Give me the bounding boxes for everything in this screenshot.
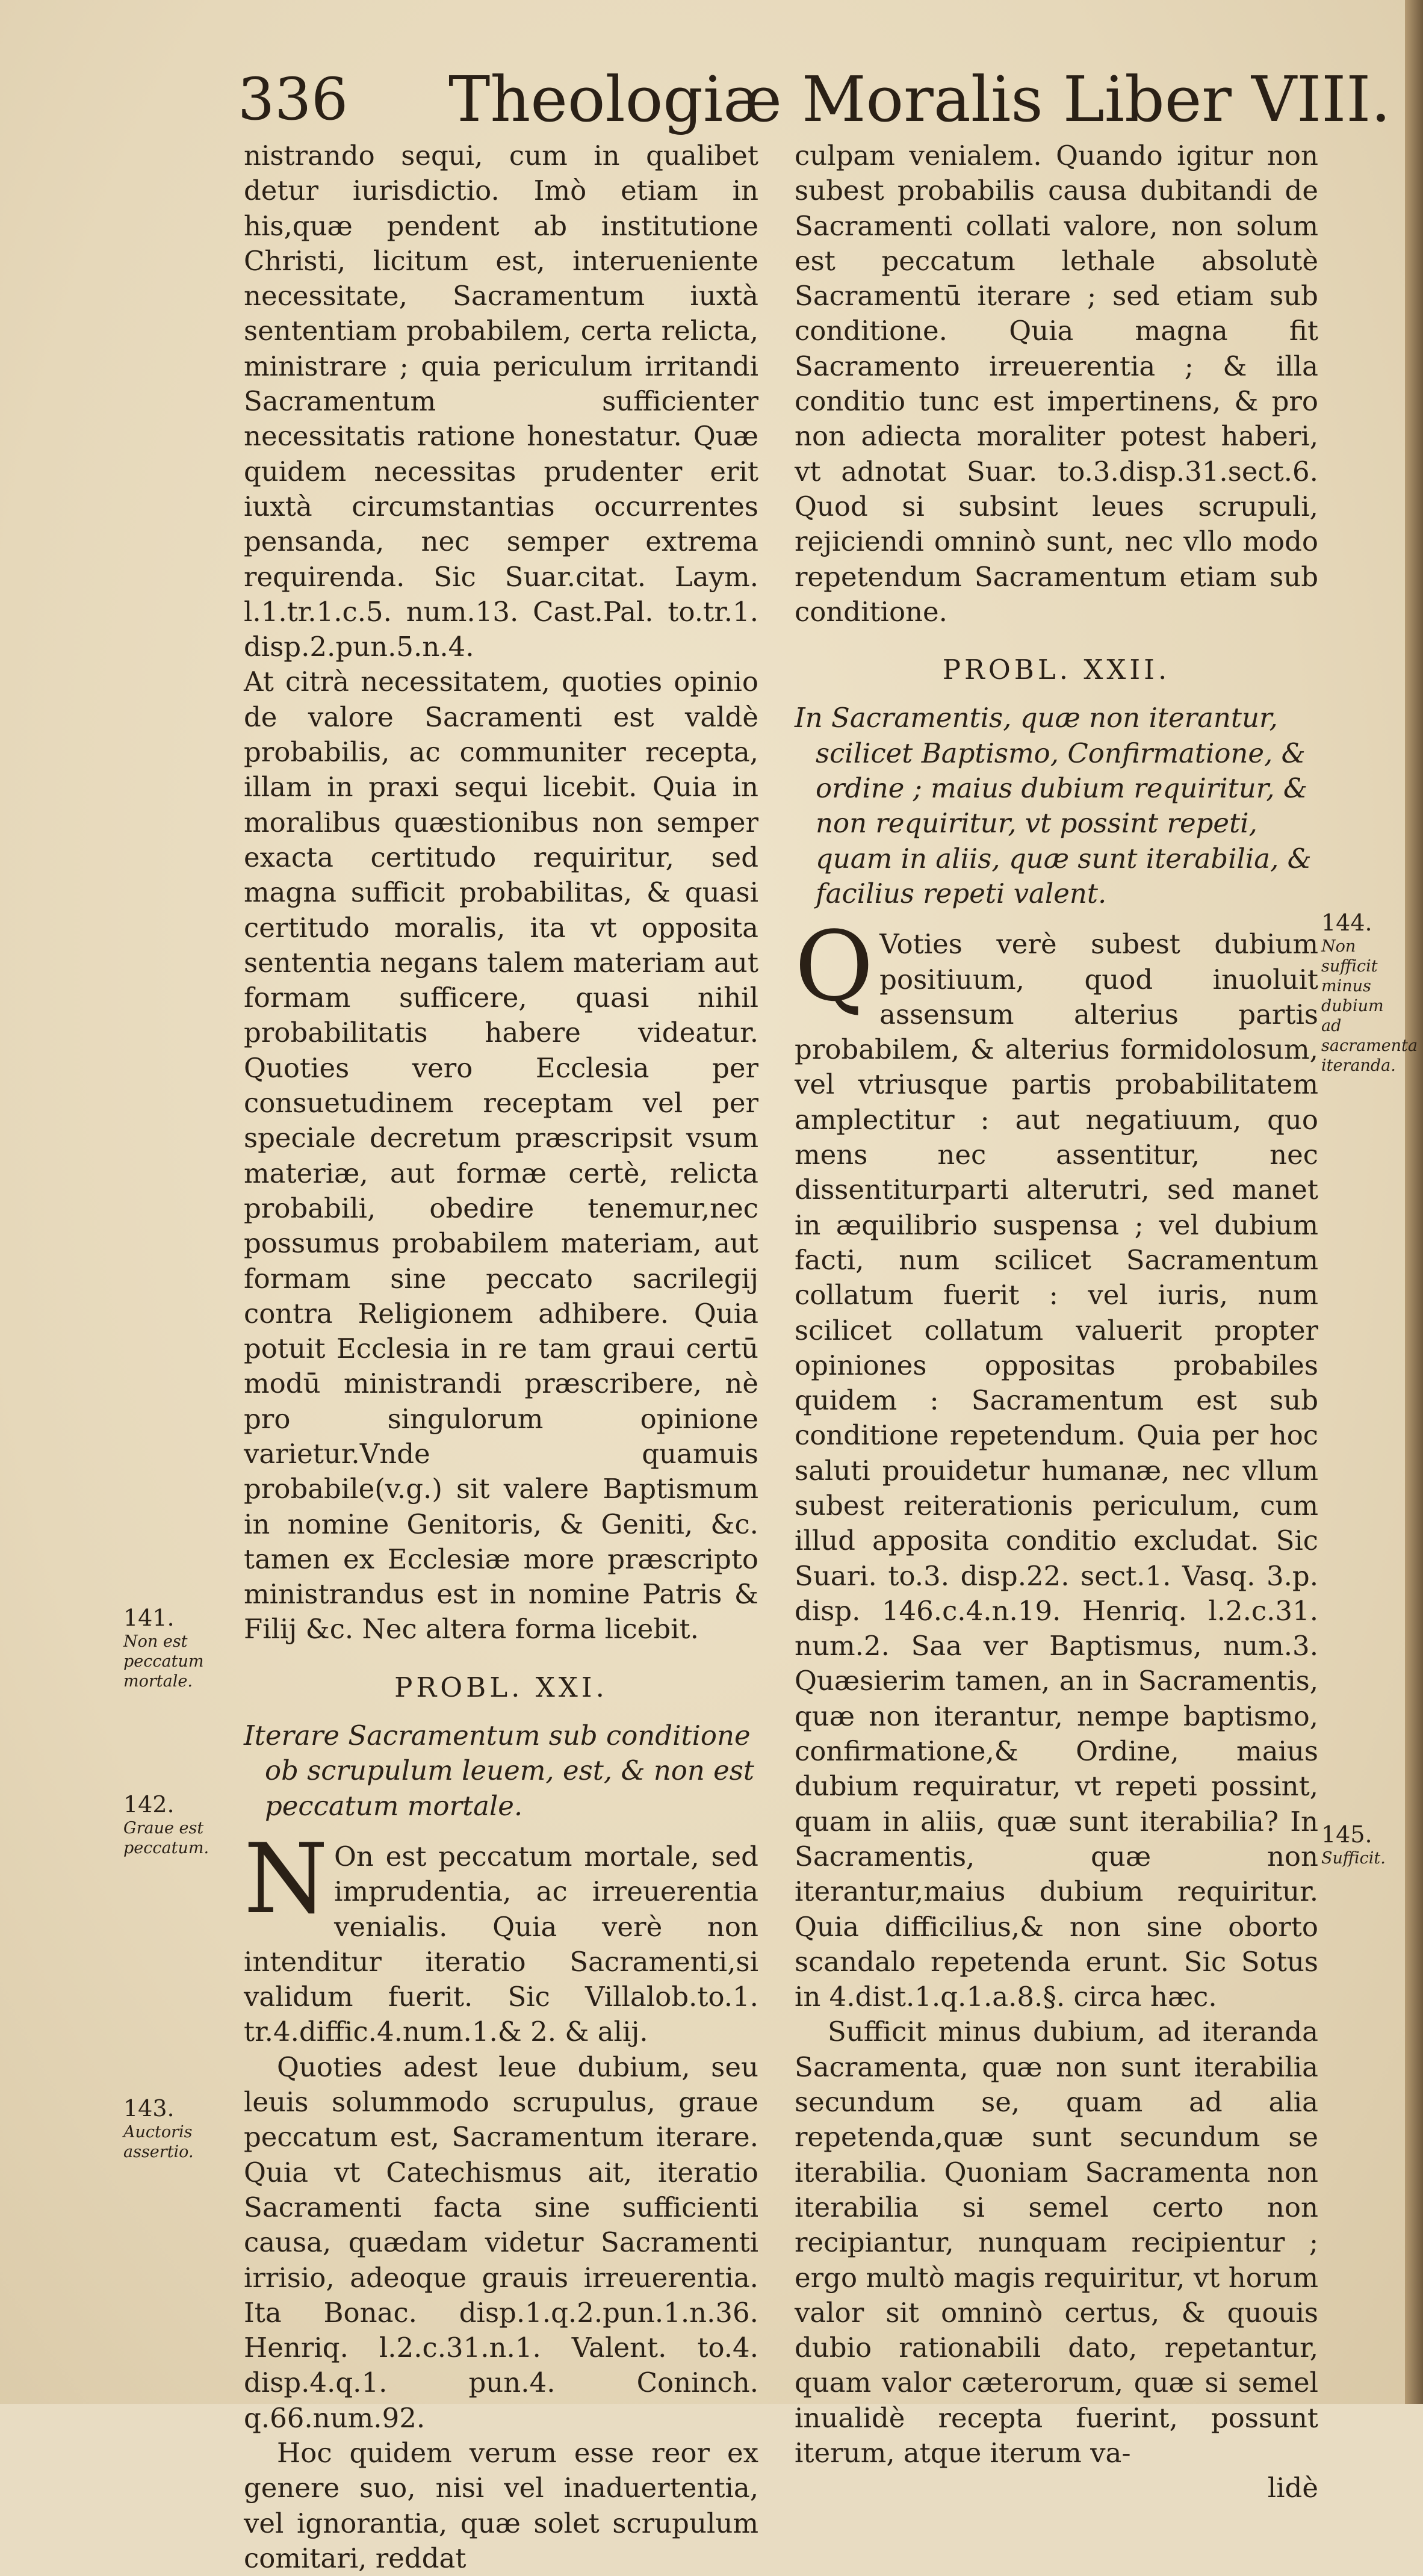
paragraph: At citrà necessitatem, quoties opinio de valore Sacramenti est valdè probabilis, ac communiter recepta, illam in praxi sequi licebit. Quia in moralibus quæstionibus non semper exacta certitudo requiritur, sed magna sufficit probabilitas, & quasi certitudo moralis, ita vt opposita sententia negans talem materiam aut formam sufficere, quasi nihil probabilitatis habere videatur. Quoties vero Ecclesia per consuetudinem receptam vel per speciale decretum præscripsit vsum materiæ, aut formæ certè, relicta probabili, obedire tenemur,nec possumus probabilem materiam, aut formam sine peccato sacrilegij contra Religionem adhibere. Quia potuit Ecclesia in re tam graui certū modū ministrandi præscribere, nè pro singulorum opinione varietur.Vnde quamuis probabile(v.g.) sit valere Baptismum in nomine Genitoris, & Geniti, &c. tamen ex Ecclesiæ more præscripto ministrandus est in nomine Patris & Filij &c. Nec altera forma licebit. — [244, 666, 758, 1646]
section-title: In Sacramentis, quæ non iterantur, scilicet Baptismo, Confirmatione, & ordine ; maius dubium requiritur, & non requiritur, vt possint repeti, quam in aliis, quæ sunt iterabilia, & facilius repeti valent. — [795, 702, 1312, 909]
section-title: Iterare Sacramentum sub conditione ob scrupulum leuem, est, & non est peccatum mortale. — [244, 1720, 754, 1822]
margin-note-number: 142. — [123, 1791, 175, 1818]
paragraph: nistrando sequi, cum in qualibet detur iurisdictio. Imò etiam in his,quæ pendent ab institutione Christi, licitum est, interueniente necessitate, Sacramentum iuxtà sententiam probabilem, certa relicta, ministrare ; quia periculum irritandi Sacramentum sufficienter necessitatis ratione honestatur. Quæ quidem necessitas prudenter erit iuxtà circumstantias occurrentes pensanda, nec semper extrema requirenda. Sic Suar.citat. Laym. l.1.tr.1.c.5. num.13. Cast.Pal. to.tr.1. disp.2.pun.5.n.4. — [244, 140, 758, 663]
page-edge — [1405, 0, 1423, 2404]
section-heading: PROBL. XXII. — [942, 654, 1171, 686]
margin-note-text: Non est peccatum mortale. — [123, 1632, 204, 1691]
margin-note-number: 141. — [123, 1605, 175, 1631]
paragraph — [795, 910, 1318, 2014]
drop-cap: Q — [795, 910, 874, 1023]
paragraph — [244, 1822, 758, 2050]
margin-note-text: Auctoris assertio. — [123, 2123, 194, 2161]
page-title: Theologiæ Moralis Liber VIII. — [448, 63, 1391, 136]
margin-note — [123, 2095, 229, 2162]
page-number: 336 — [238, 66, 349, 133]
margin-note-number: 143. — [123, 2095, 175, 2122]
margin-note-number: 144. — [1321, 909, 1372, 936]
paragraph-text: Voties verè subest dubium positiuum, quod inuoluit assensum alterius partis probabilem, & alterius formidolosum, vel vtriusque partis probabilitatem amplectitur : aut negatiuum, quo mens nec assentitur, nec dissentiturparti alterutri, sed manet in æquilibrio suspensa ; vel dubium facti, num scilicet Sacramentum collatum fuerit : vel iuris, num scilicet collatum valuerit propter opiniones oppositas probabiles quidem : Sacramentum est sub conditione repetendum. Quia per hoc saluti prouidetur humanæ, nec vllum subest reiterationis periculum, cum illud apposita conditio excludat. Sic Suari. to.3. disp.22. sect.1. Vasq. 3.p. disp. 146.c.4.n.19. Henriq. l.2.c.31. num.2. Saa ver Baptismus, num.3. Quæsierim tamen, an in Sacramentis, quæ non iterantur, nempe baptismo, confirmatione,& Ordine, maius dubium requiratur, vt repeti possint, quam in aliis, quæ sunt iterabilia? In Sacramentis, quæ non iterantur,maius dubium requiritur. Quia difficilius,& non sine oborto scandalo repetenda erunt. Sic Sotus in 4.dist.1.q.1.a.8.§. circa hæc. — [795, 928, 1318, 2013]
paragraph-text: On est peccatum mortale, sed imprudentia, ac irreuerentia venialis. Quia verè non intenditur iteratio Sacramenti,si validum fuerit. Sic Villalob.to.1. tr.4.diffic.4.num.1.& 2. & alij. — [244, 1840, 758, 2048]
margin-note — [123, 1604, 229, 1691]
paragraph: Hoc quidem verum esse reor ex genere suo, nisi vel inaduertentia, vel ignorantia, quæ solet scrupulum comitari, reddat — [244, 2437, 758, 2574]
right-column — [795, 138, 1318, 2506]
paragraph: Quoties adest leue dubium, seu leuis solummodo scrupulus, graue peccatum est, Sacramentum iterare. Quia vt Catechismus ait, iteratio Sacramenti facta sine sufficienti causa, quædam videtur Sacramenti irrisio, adeoque grauis irreuerentia. Ita Bonac. disp.1.q.2.pun.1.n.36. Henriq. l.2.c.31.n.1. Valent. to.4. disp.4.q.1. pun.4. Coninch. q.66.num.92. — [244, 2051, 758, 2434]
drop-cap: N — [244, 1822, 328, 1935]
margin-note — [1321, 909, 1418, 1076]
left-column — [244, 138, 758, 2576]
margin-note — [1321, 1821, 1406, 1868]
section-heading: PROBL. XXI. — [394, 1671, 608, 1703]
margin-note-text: Graue est peccatum. — [123, 1819, 209, 1857]
running-header — [0, 63, 1423, 136]
paragraph: Sufficit minus dubium, ad iteranda Sacramenta, quæ non sunt iterabilia secundum se, quam ad alia repetenda,quæ sunt secundum se iterabilia. Quoniam Sacramenta non iterabilia si semel certo non recipiantur, nunquam recipientur ; ergo multò magis requiritur, vt horum valor sit omninò certus, & quouis dubio rationabili dato, repetantur, quam valor cæterorum, quæ si semel inualidè recepta fuerint, possunt iterum, atque iterum va- — [795, 2016, 1318, 2469]
margin-note-text: Non sufficit minus dubium ad sacramenta iteranda. — [1321, 937, 1418, 1075]
catchword: lidè — [1267, 2472, 1318, 2504]
paragraph: culpam venialem. Quando igitur non subest probabilis causa dubitandi de Sacramenti collati valore, non solum est peccatum lethale absolutè Sacramentū iterare ; sed etiam sub conditione. Quia magna fit Sacramento irreuerentia ; & illa conditio tunc est impertinens, & pro non adiecta moraliter potest haberi, vt adnotat Suar. to.3.disp.31.sect.6. Quod si subsint leues scrupuli, rejiciendi omninò sunt, nec vllo modo repetendum Sacramentum etiam sub conditione. — [795, 140, 1318, 628]
margin-note-text: Sufficit. — [1321, 1849, 1386, 1868]
margin-note — [123, 1791, 229, 1858]
margin-note-number: 145. — [1321, 1821, 1372, 1848]
